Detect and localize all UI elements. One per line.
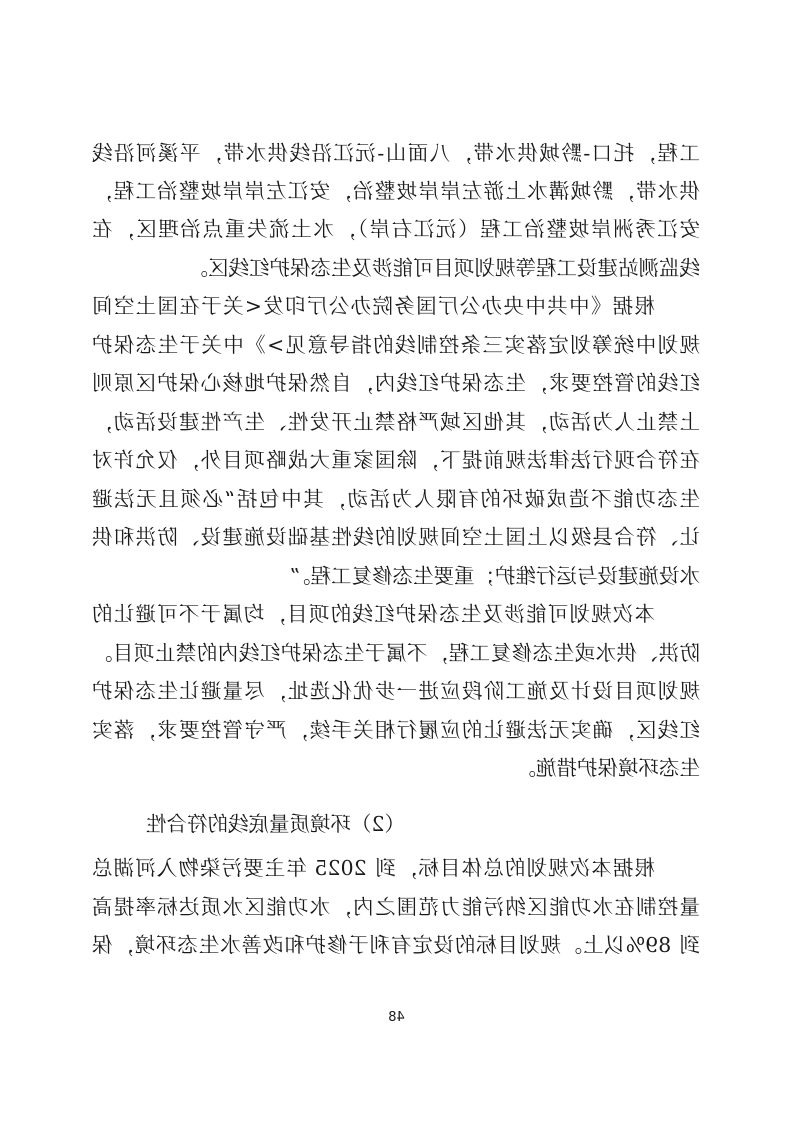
text-line: 线监测站建设工程等规划项目可能涉及生态保护红线区。 [187, 256, 700, 280]
paragraph-first-line: 根据本次规划的总体目标，到 2025 年主要污染物入河湖总 [92, 856, 655, 880]
text-line: 安江秀洲岸坡整治工程（沅江右岸），水土流失重点治理区，在 [92, 217, 700, 241]
text-line: 生态功能不造成破坏的有限人为活动，其中包括“必须且无法避 [92, 487, 700, 511]
section-heading: （2）环境质量底线的符合性 [145, 812, 405, 836]
page-number: 48 [388, 1010, 405, 1025]
text-line: 红线区，确实无法避让的应履行相关手续，严守管控要求，落实 [92, 718, 700, 742]
text-line: 供水带，黔城溝水上游左岸岸坡整治，安江左岸岸坡整治工程， [92, 179, 700, 203]
text-line: 量控制在水功能区纳污能力范围之内，水功能区水质达标率提高 [92, 895, 700, 919]
text-line: 水设施建设与运行维护；重要生态修复工程。” [289, 564, 700, 588]
text-line: 到 89%以上。规划目标的设定有利于修护和改善水生态环境，保 [92, 933, 700, 957]
text-line: 规划中统筹划定落实三条控制线的指导意见>》中关于生态保护 [92, 333, 700, 357]
text-line: 红线的管控要求，生态保护红线内，自然保护地核心保护区原则 [92, 371, 700, 395]
text-line: 让、符合县级以上国土空间规划的线性基础设施建设、防洪和供 [92, 525, 700, 549]
text-line: 工程，托口-黔城供水带，八面山-沅江沿线供水带，平溪河沿线 [92, 141, 700, 165]
text-line: 规划项目设计及施工阶段应进一步优化选址，尽量避让生态保护 [92, 679, 700, 703]
text-line: 防洪、供水或生态修复工程，不属于生态保护红线内的禁止项目。 [92, 641, 700, 665]
paragraph-first-line: 根据《中共中央办公厅国务院办公厅印发<关于在国土空间 [92, 294, 655, 318]
text-line: 上禁止人为活动，其他区域严格禁止开发性、生产性建设活动， [92, 410, 700, 434]
text-line: 在符合现行法律法规前提下，除国家重大战略项目外，仅允许对 [92, 448, 700, 472]
paragraph-first-line: 本次规划可能涉及生态保护红线的项目，均属于不可避让的 [92, 602, 655, 626]
text-line: 生态环境保护措施。 [515, 756, 700, 780]
